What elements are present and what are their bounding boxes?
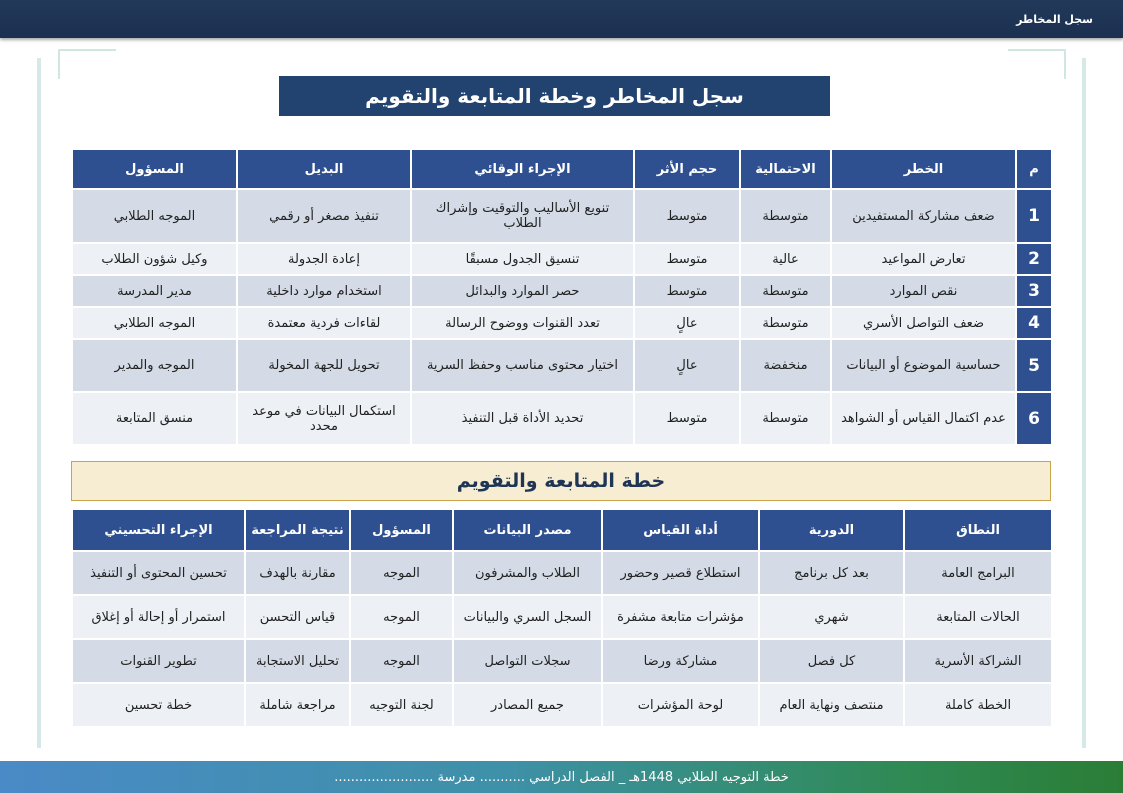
- table-cell: لوحة المؤشرات: [602, 683, 759, 727]
- table-cell: مراجعة شاملة: [245, 683, 350, 727]
- table-cell: كل فصل: [759, 639, 904, 683]
- page-title: سجل المخاطر وخطة المتابعة والتقويم: [279, 76, 830, 116]
- table-row: [72, 307, 1052, 339]
- table-cell: تحديد الأداة قبل التنفيذ: [411, 392, 634, 445]
- follow-header-cell: المسؤول: [350, 509, 453, 551]
- right-border-line: [1082, 58, 1086, 748]
- row-number: 6: [1016, 392, 1052, 445]
- table-cell: حصر الموارد والبدائل: [411, 275, 634, 307]
- follow-header-cell: الدورية: [759, 509, 904, 551]
- row-number: 3: [1016, 275, 1052, 307]
- follow-up-table: [71, 508, 1053, 728]
- table-cell: تعارض المواعيد: [831, 243, 1016, 275]
- table-cell: عالية: [740, 243, 831, 275]
- table-cell: متوسط: [634, 392, 740, 445]
- row-number: 5: [1016, 339, 1052, 392]
- follow-header-cell: النطاق: [904, 509, 1052, 551]
- table-cell: الموجه: [350, 639, 453, 683]
- table-cell: مشاركة ورضا: [602, 639, 759, 683]
- table-cell: تحويل للجهة المخولة: [237, 339, 411, 392]
- table-cell: متوسط: [634, 275, 740, 307]
- risk-table: [71, 148, 1053, 446]
- risk-header-cell: م: [1016, 149, 1052, 189]
- row-number: 1: [1016, 189, 1052, 243]
- follow-up-section-title: خطة المتابعة والتقويم: [71, 461, 1051, 501]
- table-cell: استمرار أو إحالة أو إغلاق: [72, 595, 245, 639]
- table-row: [72, 683, 1052, 727]
- table-cell: جميع المصادر: [453, 683, 602, 727]
- table-cell: شهري: [759, 595, 904, 639]
- table-row: [72, 595, 1052, 639]
- follow-header-cell: أداة القياس: [602, 509, 759, 551]
- table-cell: الموجه والمدير: [72, 339, 237, 392]
- table-cell: الشراكة الأسرية: [904, 639, 1052, 683]
- table-row: [72, 243, 1052, 275]
- table-cell: نقص الموارد: [831, 275, 1016, 307]
- table-cell: الموجه الطلابي: [72, 307, 237, 339]
- row-number: 4: [1016, 307, 1052, 339]
- top-bar: [0, 0, 1123, 38]
- table-cell: قياس التحسن: [245, 595, 350, 639]
- table-cell: عالٍ: [634, 307, 740, 339]
- table-cell: الحالات المتابعة: [904, 595, 1052, 639]
- table-cell: ضعف التواصل الأسري: [831, 307, 1016, 339]
- table-row: [72, 339, 1052, 392]
- risk-header-cell: الإجراء الوقائي: [411, 149, 634, 189]
- table-cell: الطلاب والمشرفون: [453, 551, 602, 595]
- table-cell: تحليل الاستجابة: [245, 639, 350, 683]
- table-cell: حساسية الموضوع أو البيانات: [831, 339, 1016, 392]
- table-cell: الموجه الطلابي: [72, 189, 237, 243]
- table-cell: عدم اكتمال القياس أو الشواهد: [831, 392, 1016, 445]
- row-number: 2: [1016, 243, 1052, 275]
- table-cell: استخدام موارد داخلية: [237, 275, 411, 307]
- table-cell: وكيل شؤون الطلاب: [72, 243, 237, 275]
- table-row: [72, 275, 1052, 307]
- table-cell: متوسطة: [740, 392, 831, 445]
- table-cell: بعد كل برنامج: [759, 551, 904, 595]
- table-cell: الموجه: [350, 595, 453, 639]
- follow-header-cell: نتيجة المراجعة: [245, 509, 350, 551]
- table-cell: منخفضة: [740, 339, 831, 392]
- table-cell: تعدد القنوات ووضوح الرسالة: [411, 307, 634, 339]
- risk-header-cell: حجم الأثر: [634, 149, 740, 189]
- risk-header-cell: المسؤول: [72, 149, 237, 189]
- risk-header-cell: البديل: [237, 149, 411, 189]
- risk-header-cell: الاحتمالية: [740, 149, 831, 189]
- table-cell: لجنة التوجيه: [350, 683, 453, 727]
- footer-text: خطة التوجيه الطلابي 1448هـ _ الفصل الدراسي ........... مدرسة ........................: [334, 770, 789, 785]
- left-corner-bracket: [58, 49, 116, 79]
- table-cell: الموجه: [350, 551, 453, 595]
- table-cell: استكمال البيانات في موعد محدد: [237, 392, 411, 445]
- table-cell: عالٍ: [634, 339, 740, 392]
- table-row: [72, 639, 1052, 683]
- footer-bar: [0, 761, 1123, 793]
- table-row: [72, 392, 1052, 445]
- table-cell: مؤشرات متابعة مشفرة: [602, 595, 759, 639]
- table-cell: متوسطة: [740, 275, 831, 307]
- table-cell: البرامج العامة: [904, 551, 1052, 595]
- table-cell: مدير المدرسة: [72, 275, 237, 307]
- header-title: سجل المخاطر: [1016, 13, 1093, 26]
- table-cell: متوسطة: [740, 189, 831, 243]
- risk-table-header-row: [72, 149, 1052, 189]
- table-cell: ضعف مشاركة المستفيدين: [831, 189, 1016, 243]
- table-row: [72, 189, 1052, 243]
- table-cell: استطلاع قصير وحضور: [602, 551, 759, 595]
- table-cell: تنسيق الجدول مسبقًا: [411, 243, 634, 275]
- table-cell: اختيار محتوى مناسب وحفظ السرية: [411, 339, 634, 392]
- table-cell: تنويع الأساليب والتوقيت وإشراك الطلاب: [411, 189, 634, 243]
- follow-table-header-row: [72, 509, 1052, 551]
- table-cell: متوسطة: [740, 307, 831, 339]
- left-border-line: [37, 58, 41, 748]
- risk-header-cell: الخطر: [831, 149, 1016, 189]
- table-cell: متوسط: [634, 189, 740, 243]
- follow-header-cell: مصدر البيانات: [453, 509, 602, 551]
- table-cell: إعادة الجدولة: [237, 243, 411, 275]
- table-cell: سجلات التواصل: [453, 639, 602, 683]
- table-cell: منسق المتابعة: [72, 392, 237, 445]
- table-cell: السجل السري والبيانات: [453, 595, 602, 639]
- follow-header-cell: الإجراء التحسيني: [72, 509, 245, 551]
- table-cell: متوسط: [634, 243, 740, 275]
- table-cell: الخطة كاملة: [904, 683, 1052, 727]
- table-cell: منتصف ونهاية العام: [759, 683, 904, 727]
- table-cell: مقارنة بالهدف: [245, 551, 350, 595]
- table-cell: تطوير القنوات: [72, 639, 245, 683]
- table-cell: تنفيذ مصغر أو رقمي: [237, 189, 411, 243]
- table-row: [72, 551, 1052, 595]
- table-cell: خطة تحسين: [72, 683, 245, 727]
- right-corner-bracket: [1008, 49, 1066, 79]
- table-cell: تحسين المحتوى أو التنفيذ: [72, 551, 245, 595]
- table-cell: لقاءات فردية معتمدة: [237, 307, 411, 339]
